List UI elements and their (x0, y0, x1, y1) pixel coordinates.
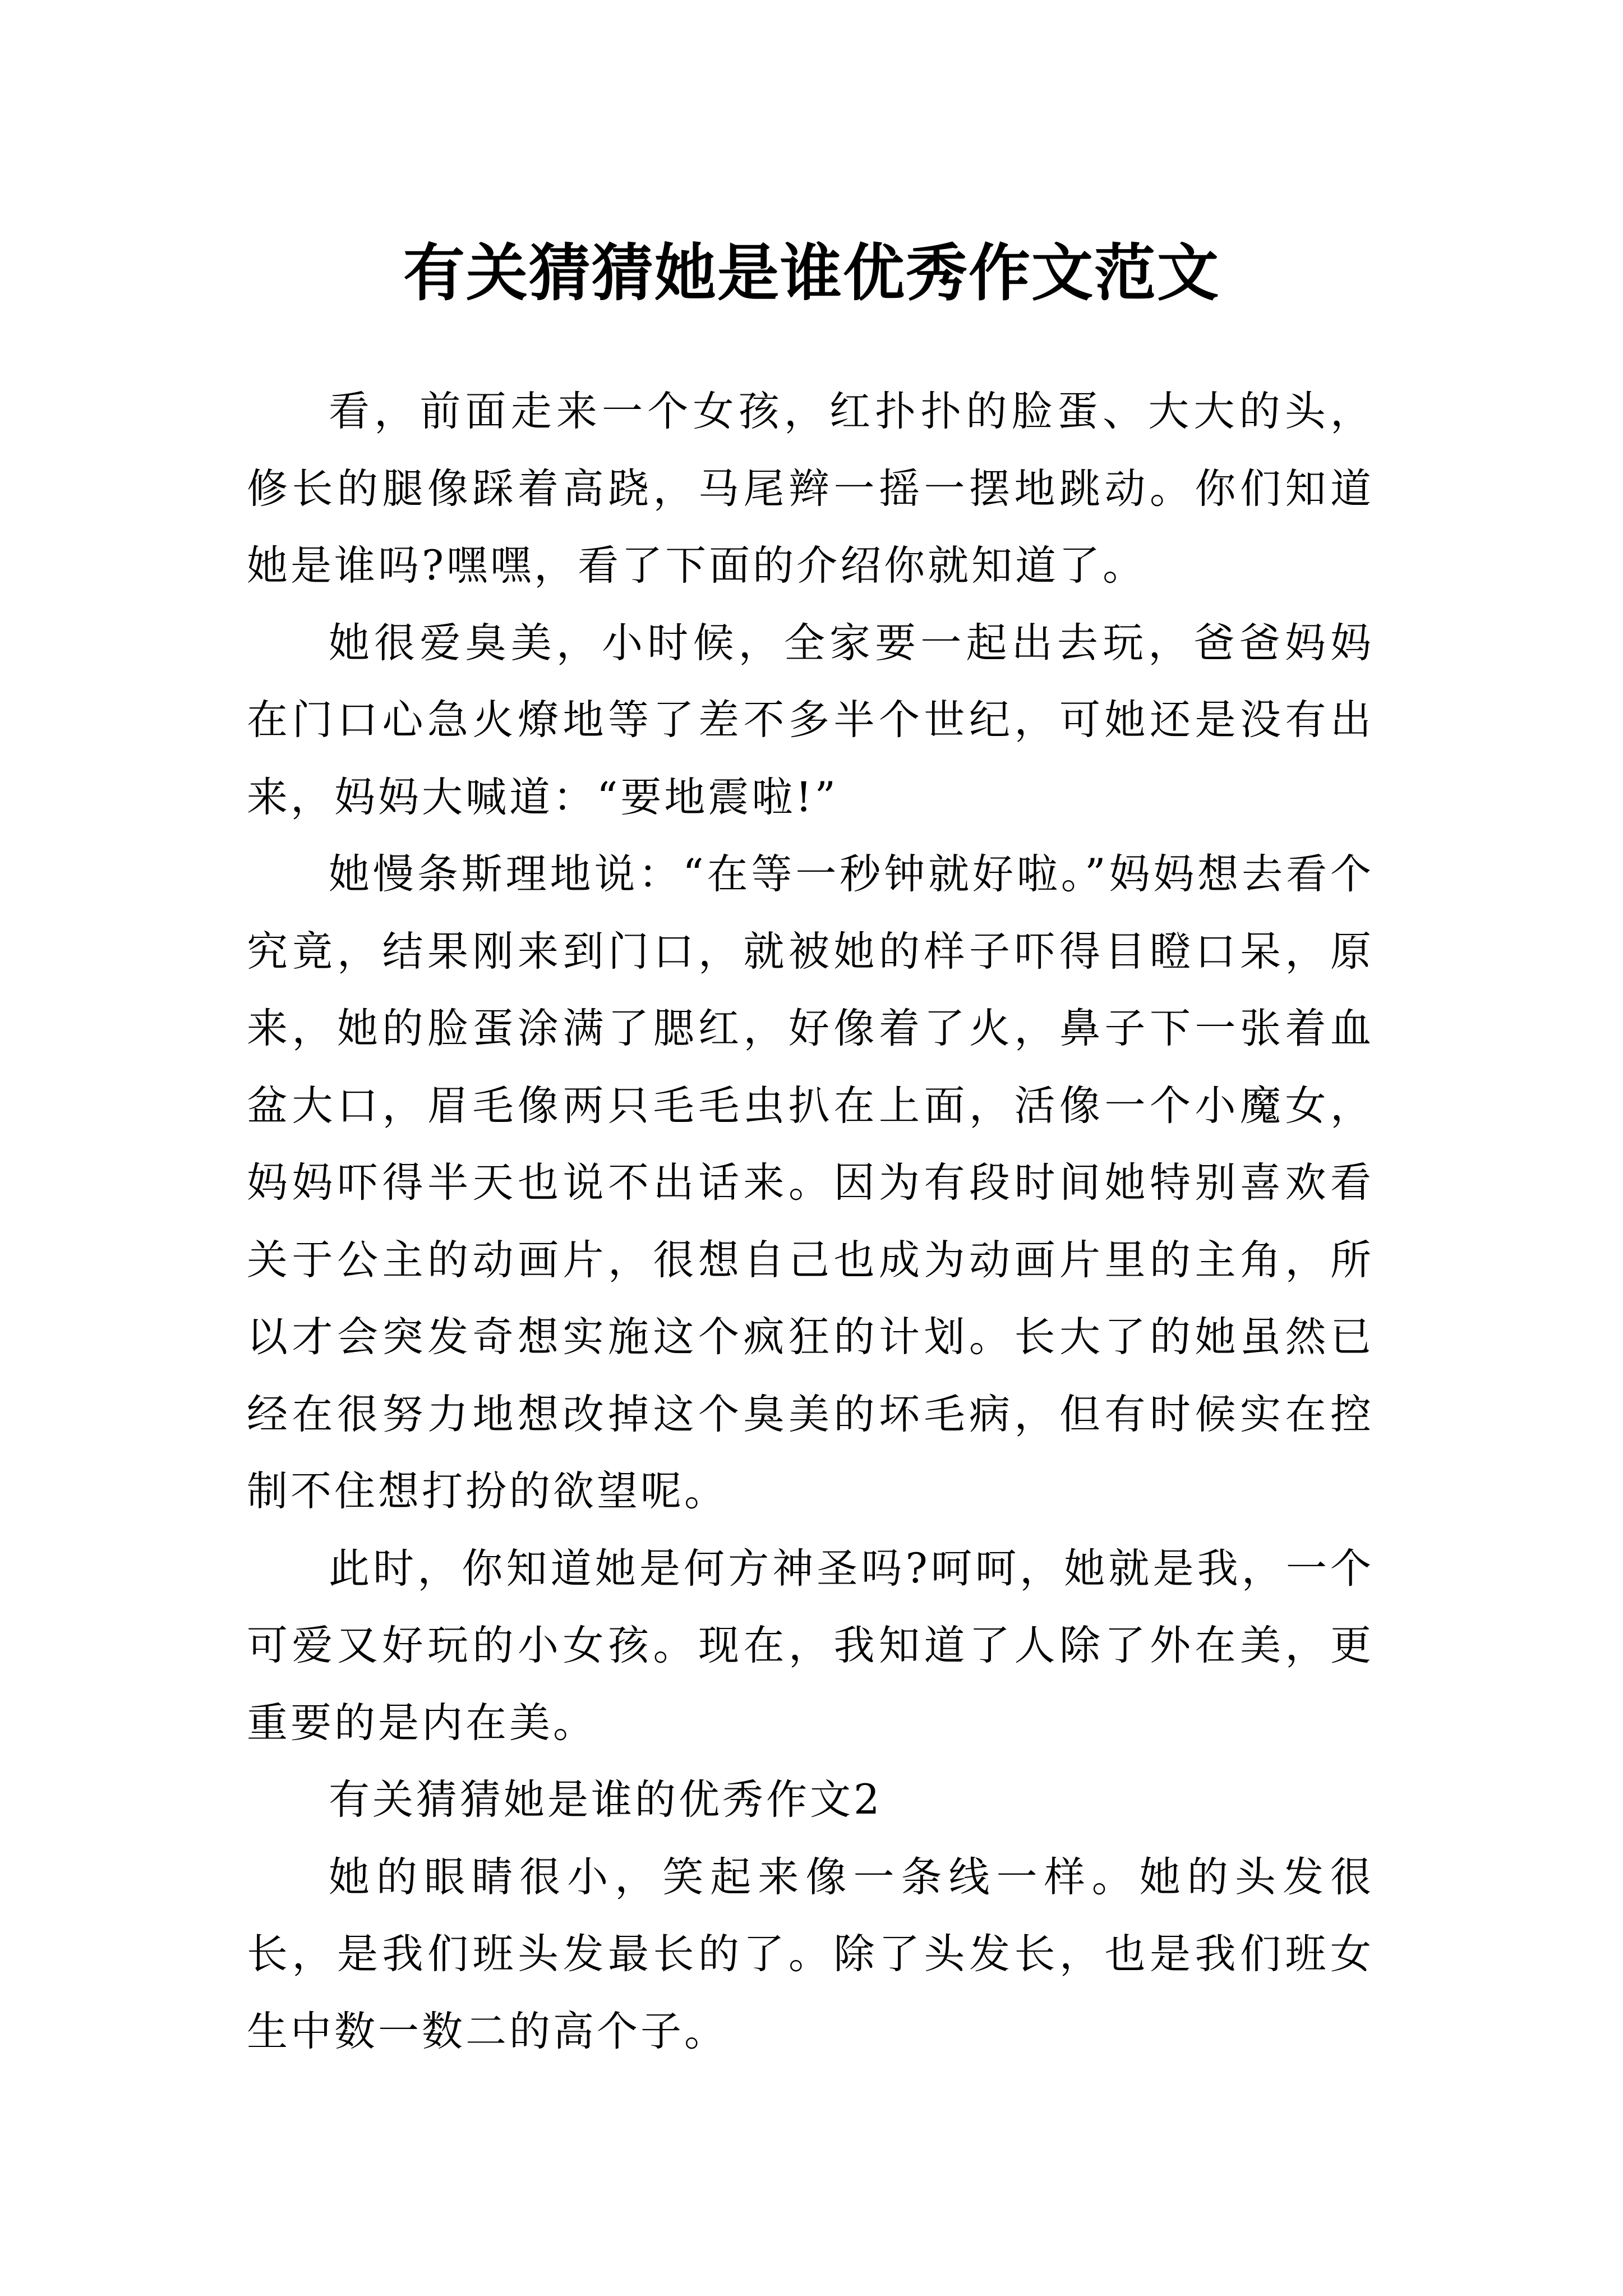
section-heading-2: 有关猜猜她是谁的优秀作文2 (329, 1776, 883, 1824)
paragraph-4: 此时，你知道她是何方神圣吗?呵呵，她就是我，一个可爱又好玩的小女孩。现在，我知道了人除了外在美，更重要的是内在美。 (247, 1544, 1374, 1747)
paragraph-2: 她很爱臭美，小时候，全家要一起出去玩，爸爸妈妈在门口心急火燎地等了差不多半个世纪，可她还是没有出来，妈妈大喊道：“要地震啦!” (247, 619, 1374, 821)
paragraph-5: 她的眼睛很小，笑起来像一条线一样。她的头发很长，是我们班头发最长的了。除了头发长，也是我们班女生中数一数二的高个子。 (247, 1853, 1374, 2055)
document-body (247, 373, 1374, 2070)
document-title: 有关猜猜她是谁优秀作文范文 (403, 236, 1220, 309)
paragraph-3: 她慢条斯理地说：“在等一秒钟就好啦。”妈妈想去看个究竟，结果刚来到门口，就被她的样子吓得目瞪口呆，原来，她的脸蛋涂满了腮红，好像着了火，鼻子下一张着血盆大口，眉毛像两只毛毛虫扒在上面，活像一个小魔女，妈妈吓得半天也说不出话来。因为有段时间她特别喜欢看关于公主的动画片，很想自己也成为动画片里的主角，所以才会突发奇想实施这个疯狂的计划。长大了的她虽然已经在很努力地想改掉这个臭美的坏毛病，但有时候实在控制不住想打扮的欲望呢。 (247, 850, 1374, 1515)
paragraph-1: 看，前面走来一个女孩，红扑扑的脸蛋、大大的头，修长的腿像踩着高跷，马尾辫一摇一摆地跳动。你们知道她是谁吗?嘿嘿，看了下面的介绍你就知道了。 (247, 388, 1374, 590)
